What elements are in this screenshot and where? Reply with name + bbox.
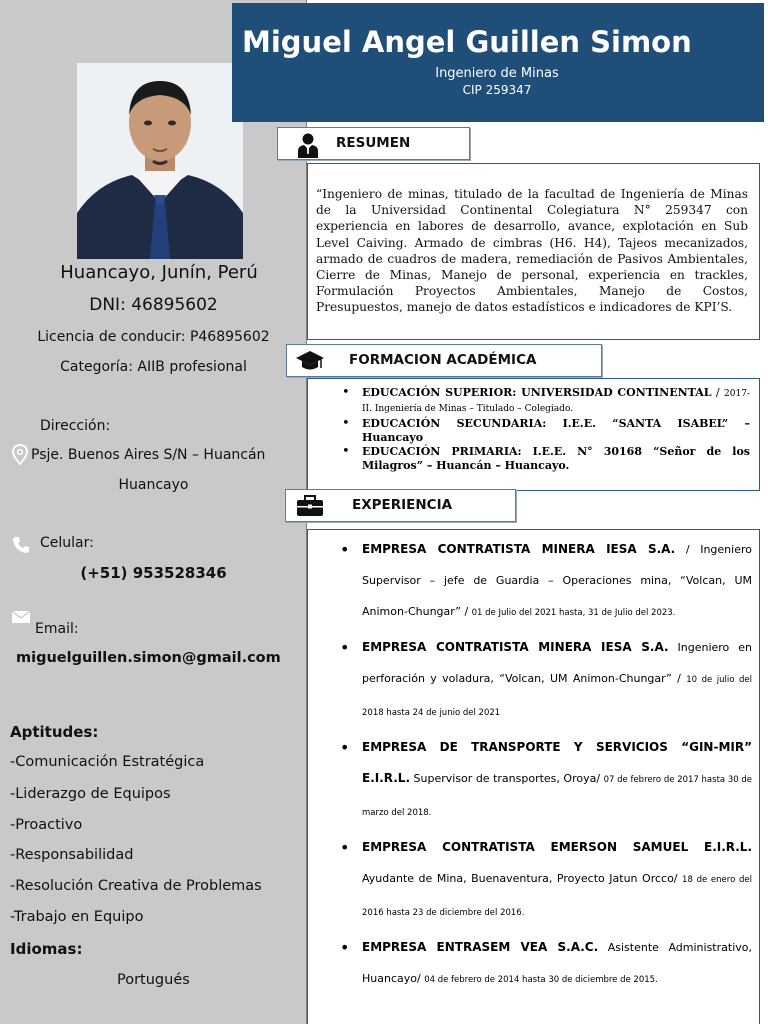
address-line-2: Huancayo [118,477,189,493]
experience-item [362,632,752,729]
languages-title: Idiomas: [10,940,83,958]
experience-role: Ingeniero en perforación y voladura, “Volcan, UM Animon-Chungar” / [362,641,752,685]
profession: Ingeniero de Minas [435,66,559,81]
location-pin-icon [11,444,29,466]
phone-icon [11,535,31,555]
skill-item: -Responsabilidad [10,847,134,863]
section-header-formacion [286,344,602,377]
experience-company: EMPRESA ENTRASEM VEA S.A.C. [362,940,599,954]
driver-license: Licencia de conducir: P46895602 [37,329,270,345]
envelope-icon [11,610,31,624]
skills-title: Aptitudes: [10,723,99,741]
experience-company: EMPRESA CONTRATISTA MINERA IESA S.A. [362,640,669,654]
experience-dates: 07 de febrero de 2017 hasta 30 de marzo del 2018. [362,775,752,818]
header-banner [232,3,764,122]
language-item: Portugués [117,972,190,988]
education-title: EDUCACIÓN PRIMARIA: I.E.E. N° 30168 “Señor de los Milagros” – Huancán – Huancayo. [362,445,750,473]
experience-list [362,534,752,999]
experience-dates: 04 de febrero de 2014 hasta 30 de diciembre de 2015. [424,975,658,985]
education-detail: 2017-II. Ingeniería de Minas – Titulado – Colegiado. [362,389,750,415]
section-title-resumen: RESUMEN [336,135,411,151]
education-item [362,445,750,474]
section-title-formacion: FORMACION ACADÉMICA [349,352,537,368]
experience-item [362,534,752,629]
email-label: Email: [35,621,79,637]
phone-number[interactable]: (+51) 953528346 [80,564,227,582]
experience-dates: 01 de Julio del 2021 hasta, 31 de Julio del 2023. [471,608,676,618]
briefcase-icon [296,495,324,517]
skill-item: -Trabajo en Equipo [10,909,144,925]
full-name: Miguel Angel Guillen Simon [242,25,692,59]
experience-box [307,529,760,1024]
skill-item: -Proactivo [10,817,83,833]
license-category: Categoría: AIIB profesional [60,359,247,375]
experience-item [362,732,752,829]
experience-role: / Ingeniero Supervisor – jefe de Guardia – Operaciones mina, “Volcan, UM Animon-Chungar” / [362,543,752,618]
cip-number: CIP 259347 [462,83,532,97]
graduation-cap-icon [295,349,325,373]
education-item [362,386,750,417]
experience-item [362,932,752,996]
experience-dates: 10 de julio del 2018 hasta 24 de junio del 2021 [362,675,752,718]
section-title-experiencia: EXPERIENCIA [352,497,453,513]
location: Huancayo, Junín, Perú [60,262,258,283]
education-box [307,378,760,491]
section-header-resumen [277,127,470,160]
education-item [362,417,750,446]
email-address[interactable]: miguelguillen.simon@gmail.com [16,650,281,666]
experience-dates: 18 de enero del 2016 hasta 23 de diciembre del 2016. [362,875,752,918]
address-line-1: Psje. Buenos Aires S/N – Huancán [31,447,266,463]
user-icon [296,132,320,158]
experience-company: EMPRESA DE TRANSPORTE Y SERVICIOS “GIN-MIR” E.I.R.L. [362,740,752,785]
experience-item [362,832,752,929]
experience-company: EMPRESA CONTRATISTA EMERSON SAMUEL E.I.R.L. [362,840,752,854]
phone-label: Celular: [40,535,94,551]
experience-role: Supervisor de transportes, Oroya/ [410,772,604,785]
skill-item: -Resolución Creativa de Problemas [10,878,262,894]
profile-photo [77,63,243,259]
skill-item: -Comunicación Estratégica [10,754,205,770]
section-header-experiencia [285,489,516,522]
address-label: Dirección: [40,418,111,434]
experience-company: EMPRESA CONTRATISTA MINERA IESA S.A. [362,542,676,556]
resumen-text: “Ingeniero de minas, titulado de la facultad de Ingeniería de Minas de la Universidad Continental Colegiatura N° 259347 con experiencia en labores de desarrollo, avance, explotación en Sub Level Caiving. Armado de cimbras (H6. H4), Tajeos mecanizados, armado de cuadros de madera, remediación de Pasivos Ambientales, Cierre de Minas, Manejo de personal, experiencia en trackles, Formulación Proyectos Ambientales, Manejo de Costos, Presupuestos, manejo de datos estadísticos e indicadores de KPI’S. [316,187,748,315]
resumen-box [307,163,760,340]
education-list [362,386,750,474]
skill-item: -Liderazgo de Equipos [10,786,171,802]
experience-role: Ayudante de Mina, Buenaventura, Proyecto Jatun Orcco/ [362,872,683,885]
dni: DNI: 46895602 [89,295,218,315]
education-title: EDUCACIÓN SUPERIOR: UNIVERSIDAD CONTINENTAL [362,386,712,399]
experience-role: Asistente Administrativo, Huancayo/ [362,941,752,985]
education-separator: / [711,386,725,399]
education-title: EDUCACIÓN SECUNDARIA: I.E.E. “SANTA ISABEL” – Huancayo [362,416,750,444]
